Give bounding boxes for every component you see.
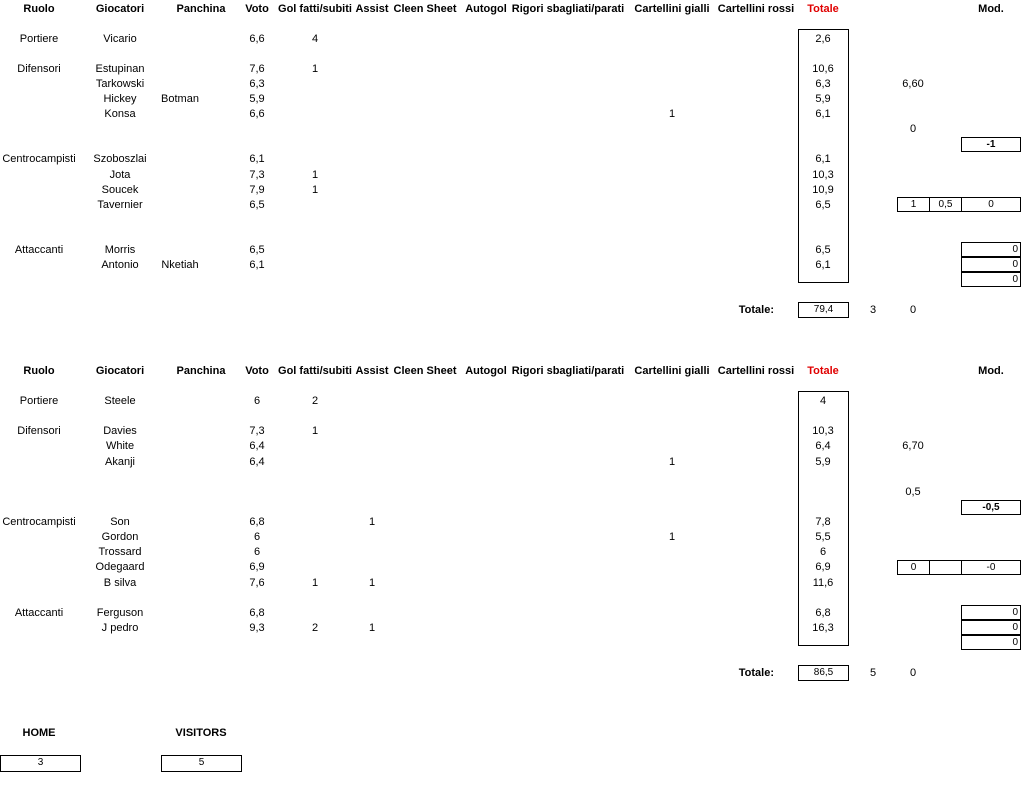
team2-assist: 1 xyxy=(368,577,376,589)
team2-header-1: Giocatori xyxy=(95,365,145,377)
team2-voto: 7,6 xyxy=(249,577,265,589)
team1-player: Estupinan xyxy=(95,63,145,75)
team1-header-5: Assist xyxy=(355,3,389,15)
team2-gol: 2 xyxy=(311,622,319,634)
team1-player: Soucek xyxy=(101,184,139,196)
team2-totale-cell: 16,3 xyxy=(812,622,834,634)
team1-totale-cell: 6,5 xyxy=(815,244,831,256)
team1-role: Attaccanti xyxy=(14,244,64,256)
team2-header-7: Autogol xyxy=(465,365,507,377)
team1-extra-total: 0 xyxy=(909,304,917,316)
team2-header-12: Mod. xyxy=(978,365,1004,377)
team2-voto: 6 xyxy=(253,531,261,543)
team2-player: Davies xyxy=(103,425,137,437)
team2-def-avg: 6,70 xyxy=(902,440,924,452)
team2-totale-cell: 5,9 xyxy=(815,456,831,468)
team2-att-cell: 0 xyxy=(961,635,1021,650)
team1-header-8: Rigori sbagliati/parati xyxy=(511,3,625,15)
team1-totale-label: Totale: xyxy=(738,304,774,316)
team2-mid-cell-2 xyxy=(929,560,962,575)
team1-totale-sum: 79,4 xyxy=(798,302,849,318)
team1-totale-cell: 10,6 xyxy=(812,63,834,75)
team2-totale-cell: 7,8 xyxy=(815,516,831,528)
team2-header-3: Voto xyxy=(245,365,269,377)
team1-header-12: Mod. xyxy=(978,3,1004,15)
team1-header-10: Cartellini rossi xyxy=(717,3,795,15)
team1-header-7: Autogol xyxy=(465,3,507,15)
team1-mid-cell-2: 0,5 xyxy=(929,197,962,212)
team1-voto: 6,3 xyxy=(249,78,265,90)
team2-header-6: Cleen Sheet xyxy=(393,365,457,377)
team1-totale-cell: 6,1 xyxy=(815,153,831,165)
team2-player: Son xyxy=(110,516,130,528)
team2-voto: 6 xyxy=(253,546,261,558)
team1-player: Szoboszlai xyxy=(93,153,147,165)
team2-totale-cell: 10,3 xyxy=(812,425,834,437)
team2-header-9: Cartellini gialli xyxy=(634,365,710,377)
team2-header-8: Rigori sbagliati/parati xyxy=(511,365,625,377)
team1-mod-box: -1 xyxy=(961,137,1021,152)
team2-att-cell: 0 xyxy=(961,605,1021,620)
team2-extra-total: 0 xyxy=(909,667,917,679)
team2-voto: 6,4 xyxy=(249,456,265,468)
home-score: 3 xyxy=(0,755,81,772)
team2-player: Steele xyxy=(104,395,136,407)
team1-header-0: Ruolo xyxy=(23,3,55,15)
team1-gol: 1 xyxy=(311,169,319,181)
team1-player: Tavernier xyxy=(97,199,143,211)
team2-voto: 6,8 xyxy=(249,607,265,619)
team1-att-cell: 0 xyxy=(961,272,1021,287)
team2-voto: 6 xyxy=(253,395,261,407)
team1-player: Konsa xyxy=(104,108,136,120)
team1-player: Jota xyxy=(109,169,131,181)
team1-header-3: Voto xyxy=(245,3,269,15)
team1-def-mod: 0 xyxy=(909,123,917,135)
team2-voto: 6,9 xyxy=(249,561,265,573)
team2-totale-sum: 86,5 xyxy=(798,665,849,681)
team2-mod-box: -0,5 xyxy=(961,500,1021,515)
team2-att-cell: 0 xyxy=(961,620,1021,635)
team2-role: Portiere xyxy=(19,395,59,407)
team2-assist: 1 xyxy=(368,516,376,528)
team1-voto: 5,9 xyxy=(249,93,265,105)
team2-header-2: Panchina xyxy=(176,365,226,377)
team1-voto: 7,9 xyxy=(249,184,265,196)
team1-header-6: Cleen Sheet xyxy=(393,3,457,15)
team2-gol: 1 xyxy=(311,425,319,437)
team1-voto: 6,5 xyxy=(249,244,265,256)
team1-header-11: Totale xyxy=(807,3,839,15)
team2-player: White xyxy=(105,440,135,452)
team2-mid-cell-1: 0 xyxy=(897,560,930,575)
team1-voto: 6,6 xyxy=(249,108,265,120)
team2-assist: 1 xyxy=(368,622,376,634)
team1-voto: 6,6 xyxy=(249,33,265,45)
team2-player: Gordon xyxy=(101,531,139,543)
team1-att-cell: 0 xyxy=(961,257,1021,272)
team2-voto: 6,4 xyxy=(249,440,265,452)
team1-totale-cell: 10,3 xyxy=(812,169,834,181)
team2-totale-label: Totale: xyxy=(738,667,774,679)
team1-player: Morris xyxy=(104,244,136,256)
team2-player: B silva xyxy=(103,577,137,589)
team2-totale-cell: 11,6 xyxy=(812,577,834,589)
team2-voto: 7,3 xyxy=(249,425,265,437)
team2-gialli: 1 xyxy=(668,456,676,468)
team1-bench: Botman xyxy=(161,93,199,105)
team1-role: Portiere xyxy=(19,33,59,45)
team1-att-cell: 0 xyxy=(961,242,1021,257)
team2-header-11: Totale xyxy=(807,365,839,377)
team1-def-avg: 6,60 xyxy=(902,78,924,90)
team2-voto: 9,3 xyxy=(249,622,265,634)
team1-mid-cell-3: 0 xyxy=(961,197,1021,212)
team2-totale-cell: 5,5 xyxy=(815,531,831,543)
team1-totale-column xyxy=(798,29,849,283)
team1-totale-cell: 6,1 xyxy=(815,259,831,271)
team2-header-10: Cartellini rossi xyxy=(717,365,795,377)
team1-voto: 7,6 xyxy=(249,63,265,75)
team1-player: Tarkowski xyxy=(95,78,145,90)
team2-gol: 2 xyxy=(311,395,319,407)
home-label: HOME xyxy=(22,727,56,739)
team1-header-4: Gol fatti/subiti xyxy=(278,3,352,15)
team2-header-4: Gol fatti/subiti xyxy=(278,365,352,377)
team1-voto: 6,1 xyxy=(249,259,265,271)
team1-totale-cell: 6,3 xyxy=(815,78,831,90)
team1-totale-cell: 6,5 xyxy=(815,199,831,211)
team1-player: Antonio xyxy=(101,259,139,271)
team1-gol: 4 xyxy=(311,33,319,45)
team1-bench: Nketiah xyxy=(161,259,199,271)
team1-totale-cell: 10,9 xyxy=(812,184,834,196)
team2-totale-column xyxy=(798,391,849,646)
team2-def-mod: 0,5 xyxy=(905,486,921,498)
team1-totale-cell: 6,1 xyxy=(815,108,831,120)
team1-player: Vicario xyxy=(103,33,137,45)
team1-header-1: Giocatori xyxy=(95,3,145,15)
team2-role: Centrocampisti xyxy=(2,516,76,528)
team1-gol: 1 xyxy=(311,63,319,75)
team1-totale-cell: 5,9 xyxy=(815,93,831,105)
team1-voto: 7,3 xyxy=(249,169,265,181)
team2-player: Akanji xyxy=(105,456,135,468)
team1-player: Hickey xyxy=(103,93,137,105)
team1-gol: 1 xyxy=(311,184,319,196)
team2-header-5: Assist xyxy=(355,365,389,377)
team2-gol-total: 5 xyxy=(869,667,877,679)
team1-role: Centrocampisti xyxy=(2,153,76,165)
team2-totale-cell: 4 xyxy=(819,395,827,407)
team2-totale-cell: 6,4 xyxy=(815,440,831,452)
team2-header-0: Ruolo xyxy=(23,365,55,377)
team2-player: Ferguson xyxy=(96,607,144,619)
team1-mid-cell-1: 1 xyxy=(897,197,930,212)
team1-header-2: Panchina xyxy=(176,3,226,15)
team1-voto: 6,1 xyxy=(249,153,265,165)
team1-role: Difensori xyxy=(17,63,61,75)
team2-totale-cell: 6,9 xyxy=(815,561,831,573)
team2-gol: 1 xyxy=(311,577,319,589)
team2-player: Trossard xyxy=(98,546,142,558)
team2-mid-cell-3: -0 xyxy=(961,560,1021,575)
team2-role: Difensori xyxy=(17,425,61,437)
visitors-label: VISITORS xyxy=(175,727,227,739)
team1-header-9: Cartellini gialli xyxy=(634,3,710,15)
team1-totale-cell: 2,6 xyxy=(815,33,831,45)
team2-player: Odegaard xyxy=(95,561,145,573)
team2-role: Attaccanti xyxy=(14,607,64,619)
team2-totale-cell: 6 xyxy=(819,546,827,558)
team1-voto: 6,5 xyxy=(249,199,265,211)
team2-totale-cell: 6,8 xyxy=(815,607,831,619)
team2-gialli: 1 xyxy=(668,531,676,543)
team1-gol-total: 3 xyxy=(869,304,877,316)
visitors-score: 5 xyxy=(161,755,242,772)
team1-gialli: 1 xyxy=(668,108,676,120)
team2-voto: 6,8 xyxy=(249,516,265,528)
team2-player: J pedro xyxy=(101,622,139,634)
